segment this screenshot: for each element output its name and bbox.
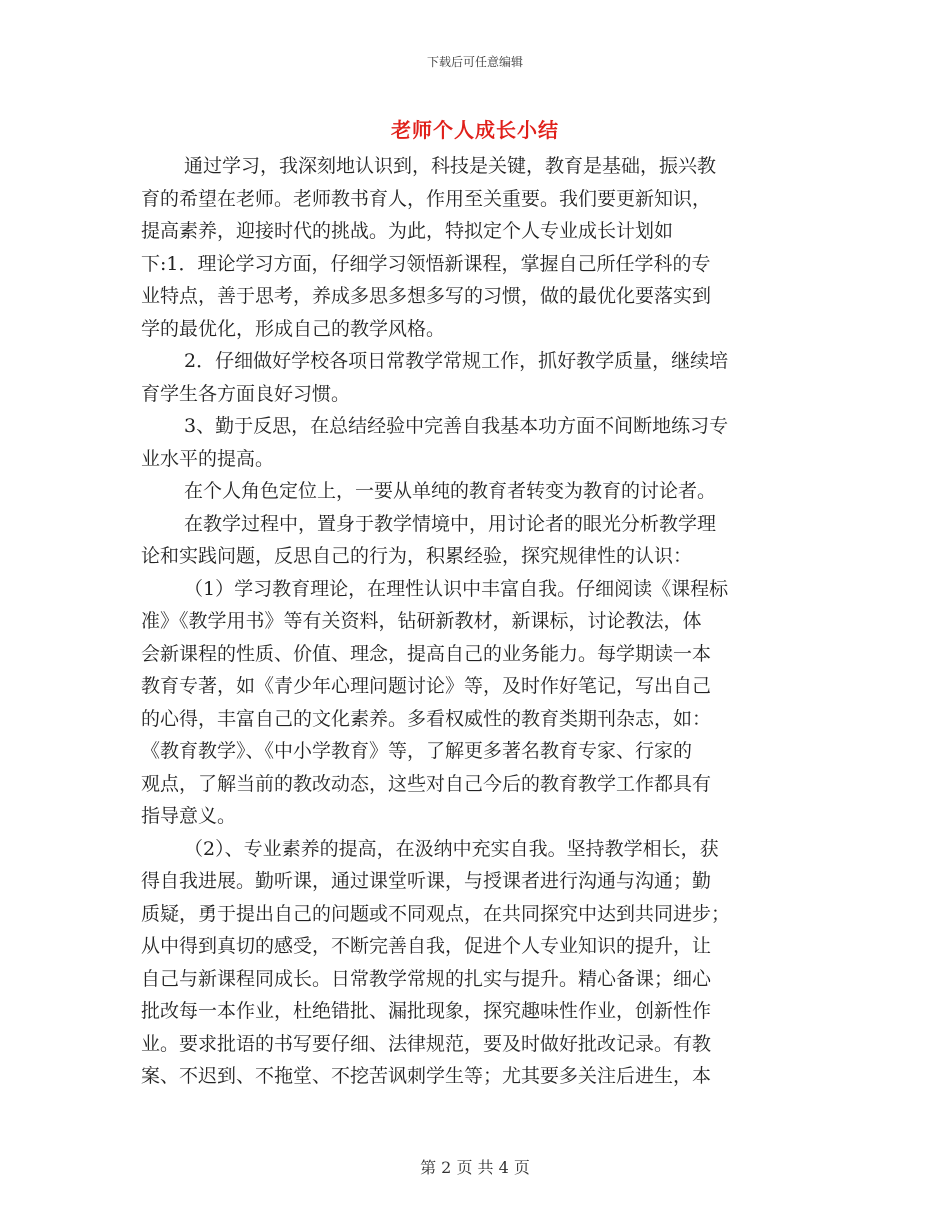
page-footer: 第 2 页 共 4 页	[420, 1158, 530, 1177]
header-note: 下载后可任意编辑	[426, 55, 523, 69]
text-line: 观点，了解当前的教改动态，这些对自己今后的教育教学工作都具有	[141, 772, 712, 795]
text-line: 教育专著，如《青少年心理问题讨论》等，及时作好笔记，写出自己	[141, 675, 712, 697]
text-line: 自己与新课程同成长。日常教学常规的扎实与提升。精心备课；细心	[141, 967, 712, 990]
text-line: 学的最优化，形成自己的教学风格。	[141, 317, 446, 340]
text-line: 案、不迟到、不拖堂、不挖苦讽刺学生等；尤其要多关注后进生，本	[141, 1065, 712, 1087]
text-line: 在教学过程中，置身于教学情境中，用讨论者的眼光分析教学理	[184, 512, 717, 535]
text-line: 业特点，善于思考，养成多思多想多写的习惯，做的最优化要落实到	[141, 285, 712, 307]
text-line: 的心得，丰富自己的文化素养。多看权威性的教育类期刊杂志，如：	[141, 707, 712, 730]
text-line: 育学生各方面良好习惯。	[141, 382, 351, 405]
text-line: 论和实践问题，反思自己的行为，积累经验，探究规律性的认识：	[141, 545, 693, 567]
text-line: 在个人角色定位上，一要从单纯的教育者转变为教育的讨论者。	[184, 480, 717, 502]
text-line: 《教育教学》、《中小学教育》等，了解更多著名教育专家、行家的	[141, 740, 693, 762]
text-line: 从中得到真切的感受，不断完善自我，促进个人专业知识的提升，让	[141, 935, 712, 957]
text-line: 提高素养，迎接时代的挑战。为此，特拟定个人专业成长计划如	[141, 220, 674, 242]
text-line: 下:1．理论学习方面，仔细学习领悟新课程，掌握自己所任学科的专	[141, 252, 711, 275]
text-line: 业水平的提高。	[141, 447, 275, 470]
text-line: 准》《教学用书》等有关资料，钻研新教材，新课标，讨论教法，体	[141, 610, 702, 632]
text-line: 批改每一本作业，杜绝错批、漏批现象，探究趣味性作业，创新性作	[141, 1000, 712, 1022]
text-line: 得自我进展。勤听课，通过课堂听课，与授课者进行沟通与沟通；勤	[141, 870, 712, 892]
text-line: 3、勤于反思，在总结经验中完善自我基本功方面不间断地练习专	[184, 415, 729, 437]
text-line: （1）学习教育理论，在理性认识中丰富自我。仔细阅读《课程标	[184, 577, 729, 600]
text-line: 2．仔细做好学校各项日常教学常规工作，抓好教学质量，继续培	[184, 350, 729, 372]
body-text	[141, 150, 813, 1093]
text-line: 育的希望在老师。老师教书育人，作用至关重要。我们要更新知识，	[141, 187, 712, 210]
text-line: 通过学习，我深刻地认识到，科技是关键，教育是基础，振兴教	[184, 155, 717, 177]
text-line: 指导意义。	[141, 805, 237, 827]
text-line: 业。要求批语的书写要仔细、法律规范，要及时做好批改记录。有教	[141, 1032, 712, 1055]
text-line: 会新课程的性质、价值、理念，提高自己的业务能力。每学期读一本	[141, 642, 712, 665]
document-title: 老师个人成长小结	[391, 118, 559, 142]
text-line: 质疑，勇于提出自己的问题或不同观点，在共同探究中达到共同进步；	[141, 902, 731, 925]
text-line: （2）、专业素养的提高，在汲纳中充实自我。坚持教学相长，获	[184, 837, 719, 860]
